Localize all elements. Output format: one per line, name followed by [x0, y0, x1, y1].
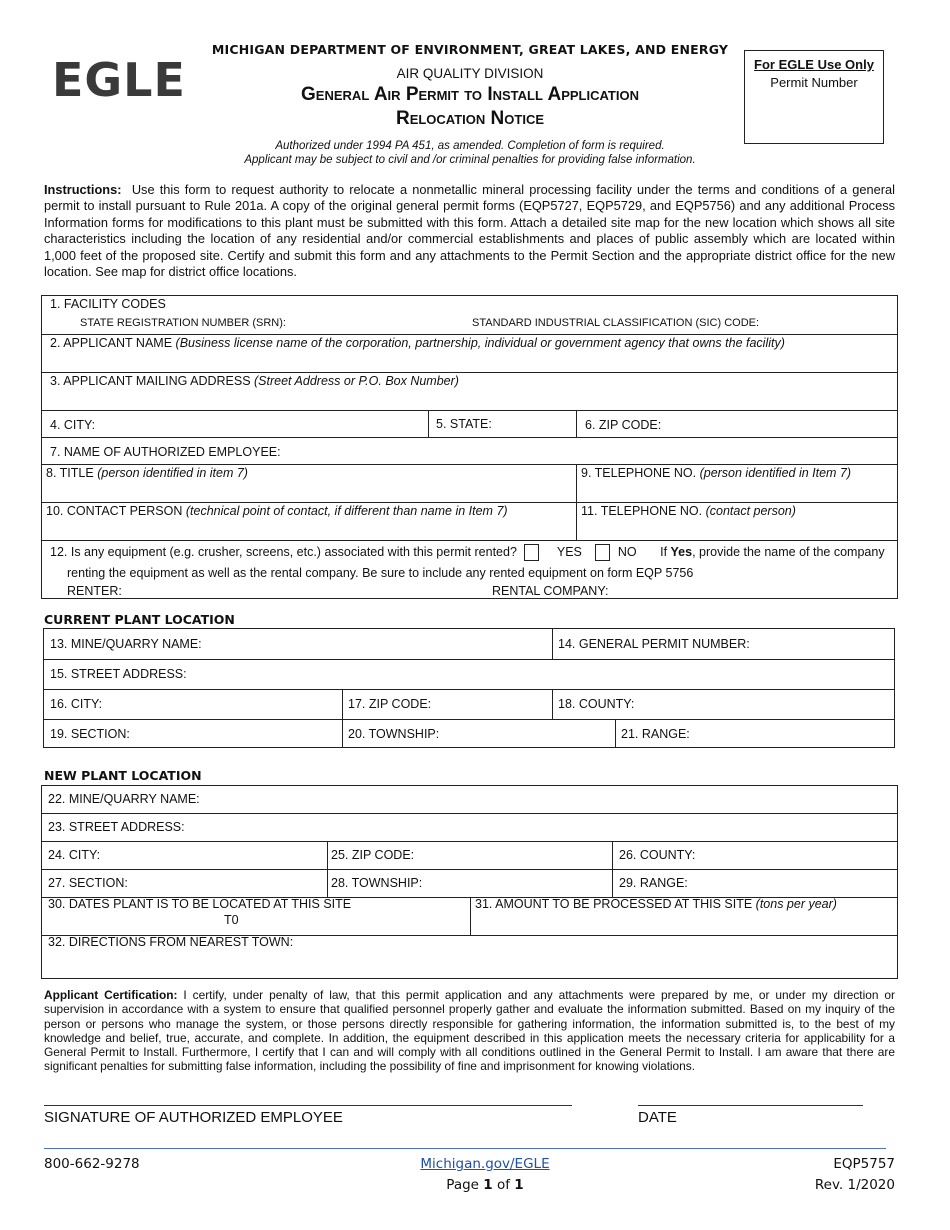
- amount-processed-label: 31. AMOUNT TO BE PROCESSED AT THIS SITE: [475, 897, 753, 911]
- use-only-title: For EGLE Use Only: [754, 57, 874, 72]
- new-township-field[interactable]: 28. TOWNSHIP:: [331, 876, 423, 890]
- title-note: (person identified in item 7): [97, 466, 248, 480]
- srn-field[interactable]: STATE REGISTRATION NUMBER (SRN):: [80, 317, 286, 329]
- current-township-field[interactable]: 20. TOWNSHIP:: [348, 727, 440, 741]
- if-yes-post: , provide the name of the company: [692, 544, 885, 559]
- telephone-label: 9. TELEPHONE NO.: [581, 466, 697, 480]
- no-checkbox[interactable]: [595, 544, 610, 561]
- applicant-name-note: (Business license name of the corporation, partnership, individual or government agency that owns the facility): [175, 336, 785, 350]
- current-zip-field[interactable]: 17. ZIP CODE:: [348, 697, 432, 711]
- applicant-name-field[interactable]: [50, 336, 785, 350]
- permit-number-label: Permit Number: [770, 75, 858, 90]
- rented-question-text: 12. Is any equipment (e.g. crusher, screens, etc.) associated with this permit rented?: [50, 544, 517, 559]
- page-of: of: [496, 1177, 510, 1193]
- facility-info-section: [41, 295, 898, 599]
- contact-telephone-field[interactable]: [581, 504, 796, 518]
- egle-use-only-box: [744, 50, 884, 144]
- new-location-table: [41, 785, 898, 979]
- page-total: 1: [514, 1177, 524, 1193]
- rental-company-field[interactable]: RENTAL COMPANY:: [492, 584, 609, 598]
- current-location-table: [43, 628, 895, 748]
- current-county-field[interactable]: 18. COUNTY:: [558, 697, 635, 711]
- date-label: DATE: [638, 1109, 677, 1126]
- instructions-text: Use this form to request authority to relocate a nonmetallic mineral processing facility under the terms and conditions of a general permit to install pursuant to Rule 201a. A copy of the original general permit forms (EQP5727, EQP5729, and EQP5756) and any additional Process Information forms for modifications to this plant must be submitted with this form. Attach a detailed site map for the new location which shows all site characteristics including the location of any residential and/or commercial establishments and places of public assembly which are located within 1,000 feet of the proposed site. Certify and submit this form and any attachments to the Permit Section and the appropriate district office for the new location. See map for district office locations.: [44, 182, 895, 280]
- current-mine-name-field[interactable]: 13. MINE/QUARRY NAME:: [50, 637, 202, 651]
- contact-person-note: (technical point of contact, if different than name in Item 7): [185, 504, 508, 518]
- instructions-label: Instructions:: [44, 182, 122, 197]
- contact-person-field[interactable]: [46, 504, 508, 518]
- dates-to-label: T0: [224, 913, 239, 927]
- new-county-field[interactable]: 26. COUNTY:: [619, 848, 696, 862]
- mailing-address-label: 3. APPLICANT MAILING ADDRESS: [50, 374, 251, 388]
- current-street-address-field[interactable]: 15. STREET ADDRESS:: [50, 667, 187, 681]
- telephone-note: (person identified in Item 7): [699, 466, 852, 480]
- title-field[interactable]: [46, 466, 248, 480]
- signature-label: SIGNATURE OF AUTHORIZED EMPLOYEE: [44, 1109, 343, 1126]
- applicant-certification: [44, 988, 895, 1074]
- new-mine-name-field[interactable]: 22. MINE/QUARRY NAME:: [48, 792, 200, 806]
- page-num: 1: [483, 1177, 493, 1193]
- renter-field[interactable]: RENTER:: [67, 584, 122, 598]
- authorization-note: [210, 139, 730, 167]
- telephone-field[interactable]: [581, 466, 851, 480]
- contact-telephone-note: (contact person): [705, 504, 796, 518]
- date-line[interactable]: [638, 1105, 863, 1106]
- city-field[interactable]: 4. CITY:: [50, 418, 96, 432]
- mailing-address-note: (Street Address or P.O. Box Number): [254, 374, 459, 388]
- egle-website-link[interactable]: Michigan.gov/EGLE: [420, 1156, 550, 1172]
- form-subtitle: Relocation Notice: [395, 108, 545, 129]
- sic-code-field[interactable]: STANDARD INDUSTRIAL CLASSIFICATION (SIC) CODE:: [472, 317, 760, 329]
- authorized-employee-field[interactable]: 7. NAME OF AUTHORIZED EMPLOYEE:: [50, 445, 281, 459]
- contact-person-label: 10. CONTACT PERSON: [46, 504, 183, 518]
- current-city-field[interactable]: 16. CITY:: [50, 697, 103, 711]
- department-name: MICHIGAN DEPARTMENT OF ENVIRONMENT, GREAT LAKES, AND ENERGY: [211, 42, 729, 57]
- yes-checkbox[interactable]: [524, 544, 539, 561]
- new-city-field[interactable]: 24. CITY:: [48, 848, 101, 862]
- zip-code-field[interactable]: 6. ZIP CODE:: [585, 418, 662, 432]
- certification-text: I certify, under penalty of law, that this permit application and any attachments were prepared by me, or under my direction or supervision in accordance with a system to ensure that qualified personnel properly gather and evaluate the information submitted. Based on my inquiry of the person or persons who manage the system, or those persons directly responsible for gathering information, the information submitted is, to the best of my knowledge and belief, true, accurate, and complete. In addition, the equipment described in this application meets the necessary criteria for applicability for a General Permit to Install. Furthermore, I certify that I can and will comply with all conditions outlined in the General Permit to Install. I am aware that there are significant penalties for submitting false information, including the possibility of fine and imprisonment for knowing violations.: [44, 988, 895, 1074]
- no-label: NO: [617, 544, 637, 559]
- logo-text: EGLE: [52, 56, 186, 100]
- if-yes-pre: If: [660, 544, 668, 559]
- authorization-line-1: Authorized under 1994 PA 451, as amended. Completion of form is required.: [275, 140, 665, 152]
- rented-question-line-2: renting the equipment as well as the rental company. Be sure to include any rented equipment on form EQP 5756: [67, 566, 694, 580]
- current-range-field[interactable]: 21. RANGE:: [621, 727, 690, 741]
- form-title: General Air Permit to Install Application: [301, 84, 639, 105]
- applicant-name-label: 2. APPLICANT NAME: [50, 336, 173, 350]
- footer-phone: 800-662-9278: [44, 1156, 140, 1172]
- mailing-address-field[interactable]: [50, 374, 459, 388]
- certification-label: Applicant Certification:: [44, 988, 178, 1002]
- egle-logo: [52, 56, 192, 100]
- new-zip-field[interactable]: 25. ZIP CODE:: [331, 848, 415, 862]
- current-location-heading: CURRENT PLANT LOCATION: [44, 612, 235, 627]
- page-number: [300, 1177, 670, 1193]
- new-section-field[interactable]: 27. SECTION:: [48, 876, 128, 890]
- division-name: AIR QUALITY DIVISION: [396, 66, 544, 81]
- new-range-field[interactable]: 29. RANGE:: [619, 876, 688, 890]
- rented-equipment-question: [50, 544, 885, 561]
- page-pre: Page: [446, 1177, 479, 1193]
- contact-telephone-label: 11. TELEPHONE NO.: [581, 504, 703, 518]
- new-street-address-field[interactable]: 23. STREET ADDRESS:: [48, 820, 185, 834]
- facility-codes-label: 1. FACILITY CODES: [50, 297, 166, 311]
- amount-processed-field[interactable]: [475, 897, 837, 911]
- footer-divider: [44, 1148, 886, 1149]
- revision-date: Rev. 1/2020: [814, 1177, 895, 1193]
- authorization-line-2: Applicant may be subject to civil and /or criminal penalties for providing false information.: [244, 154, 696, 166]
- title-label: 8. TITLE: [46, 466, 94, 480]
- amount-processed-note: (tons per year): [755, 897, 837, 911]
- state-field[interactable]: 5. STATE:: [436, 417, 492, 431]
- yes-label: YES: [556, 544, 582, 559]
- dates-at-site-field[interactable]: 30. DATES PLANT IS TO BE LOCATED AT THIS SITE: [48, 897, 352, 911]
- new-location-heading: NEW PLANT LOCATION: [44, 768, 202, 783]
- signature-line[interactable]: [44, 1105, 572, 1106]
- general-permit-number-field[interactable]: 14. GENERAL PERMIT NUMBER:: [558, 637, 750, 651]
- if-yes-bold: Yes: [670, 544, 693, 559]
- instructions: [44, 182, 895, 280]
- form-id: EQP5757: [833, 1156, 895, 1172]
- current-section-field[interactable]: 19. SECTION:: [50, 727, 130, 741]
- directions-field[interactable]: 32. DIRECTIONS FROM NEAREST TOWN:: [48, 935, 294, 949]
